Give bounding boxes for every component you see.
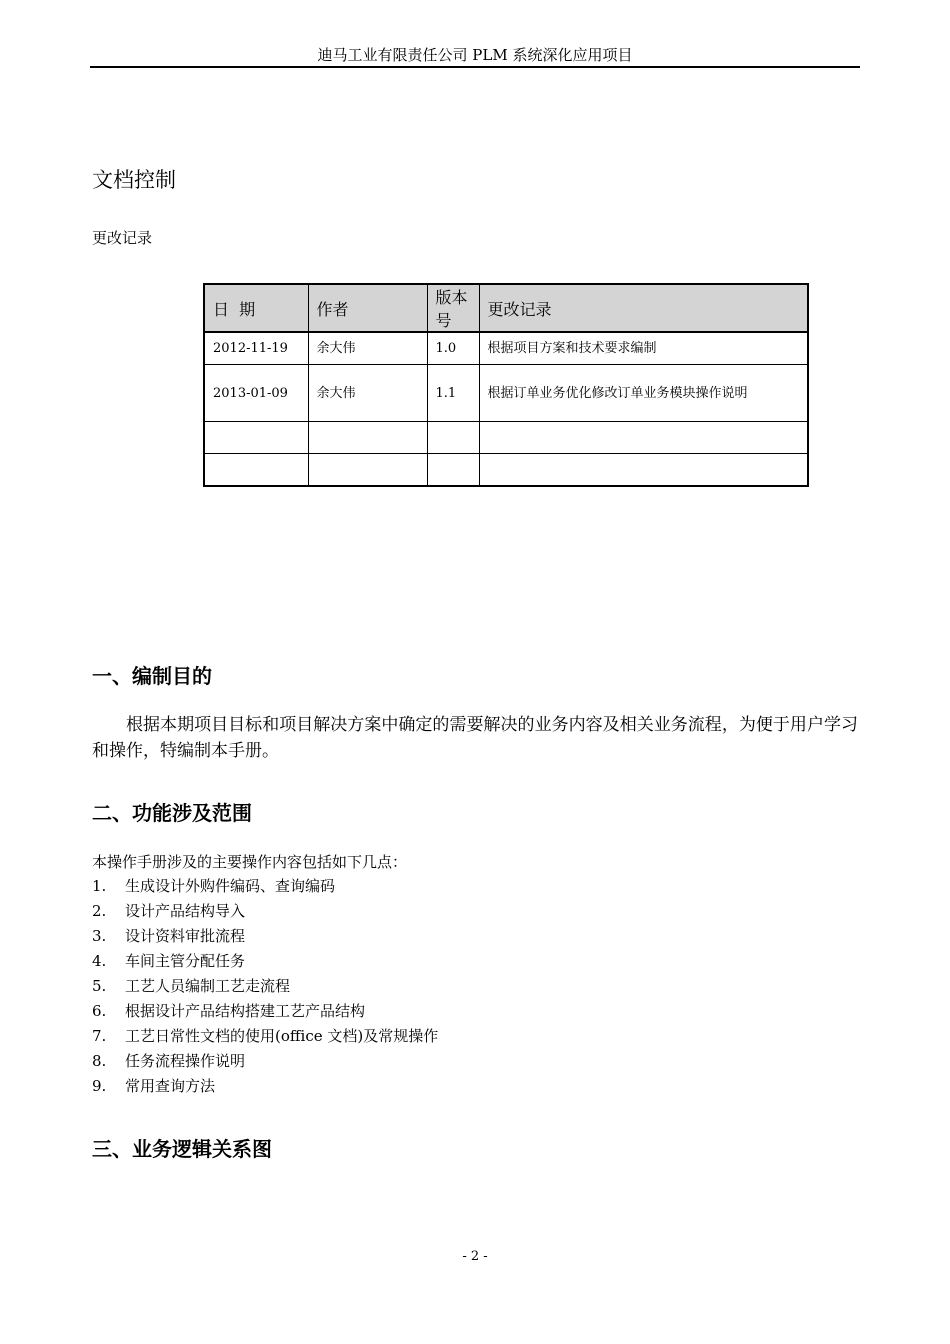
- change-log-label: 更改记录: [92, 229, 153, 247]
- page-header: [90, 44, 860, 68]
- list-number: 6.: [92, 1002, 107, 1020]
- list-text: 设计资料审批流程: [125, 927, 246, 945]
- list-number: 5.: [92, 977, 107, 995]
- cell-version: 1.1: [427, 365, 479, 422]
- list-number: 9.: [92, 1077, 107, 1095]
- list-number: 4.: [92, 952, 107, 970]
- list-item: [92, 874, 438, 899]
- header-title: 迪马工业有限责任公司 PLM 系统深化应用项目: [317, 46, 633, 64]
- list-text: 工艺人员编制工艺走流程: [125, 977, 291, 995]
- cell-date: [204, 454, 308, 487]
- list-text: 生成设计外购件编码、查询编码: [125, 877, 336, 895]
- cell-change: 根据项目方案和技术要求编制: [479, 332, 808, 365]
- cell-version: [427, 422, 479, 454]
- table-row: [204, 422, 808, 454]
- section2-intro: 本操作手册涉及的主要操作内容包括如下几点：: [92, 853, 408, 871]
- change-record-table: [203, 283, 809, 487]
- list-item: [92, 899, 438, 924]
- scope-list: [92, 874, 438, 1099]
- cell-version: 1.0: [427, 332, 479, 365]
- cell-date: [204, 422, 308, 454]
- list-text: 设计产品结构导入: [125, 902, 246, 920]
- table-header-row: [204, 284, 808, 332]
- cell-change: 根据订单业务优化修改订单业务模块操作说明: [479, 365, 808, 422]
- list-number: 2.: [92, 902, 107, 920]
- doc-control-title: 文档控制: [92, 168, 176, 192]
- cell-author: 余大伟: [308, 332, 427, 365]
- page-number: - 2 -: [462, 1249, 488, 1264]
- list-item: [92, 1024, 438, 1049]
- list-item: [92, 1074, 438, 1099]
- table-row: [204, 332, 808, 365]
- list-text: 车间主管分配任务: [125, 952, 246, 970]
- cell-author: 余大伟: [308, 365, 427, 422]
- header-date: 日 期: [204, 284, 308, 332]
- list-item: [92, 974, 438, 999]
- cell-author: [308, 454, 427, 487]
- section1-heading: 一、编制目的: [92, 664, 212, 688]
- cell-date: 2013-01-09: [204, 365, 308, 422]
- header-author: 作者: [308, 284, 427, 332]
- table-row: [204, 454, 808, 487]
- list-text: 常用查询方法: [125, 1077, 216, 1095]
- list-number: 1.: [92, 877, 107, 895]
- section2-heading: 二、功能涉及范围: [92, 801, 252, 825]
- list-text: 工艺日常性文档的使用(office 文档)及常规操作: [125, 1027, 439, 1045]
- cell-version: [427, 454, 479, 487]
- list-item: [92, 999, 438, 1024]
- list-item: [92, 924, 438, 949]
- cell-date: 2012-11-19: [204, 332, 308, 365]
- section1-paragraph: 根据本期项目目标和项目解决方案中确定的需要解决的业务内容及相关业务流程，为便于用户学习和操作，特编制本手册。: [92, 715, 858, 761]
- list-number: 3.: [92, 927, 107, 945]
- section3-heading: 三、业务逻辑关系图: [92, 1137, 272, 1161]
- list-item: [92, 949, 438, 974]
- cell-change: [479, 422, 808, 454]
- list-number: 8.: [92, 1052, 107, 1070]
- list-number: 7.: [92, 1027, 107, 1045]
- list-text: 根据设计产品结构搭建工艺产品结构: [125, 1002, 366, 1020]
- header-change: 更改记录: [479, 284, 808, 332]
- header-version: 版本号: [427, 284, 479, 332]
- table-row: [204, 365, 808, 422]
- cell-change: [479, 454, 808, 487]
- list-item: [92, 1049, 438, 1074]
- list-text: 任务流程操作说明: [125, 1052, 246, 1070]
- cell-author: [308, 422, 427, 454]
